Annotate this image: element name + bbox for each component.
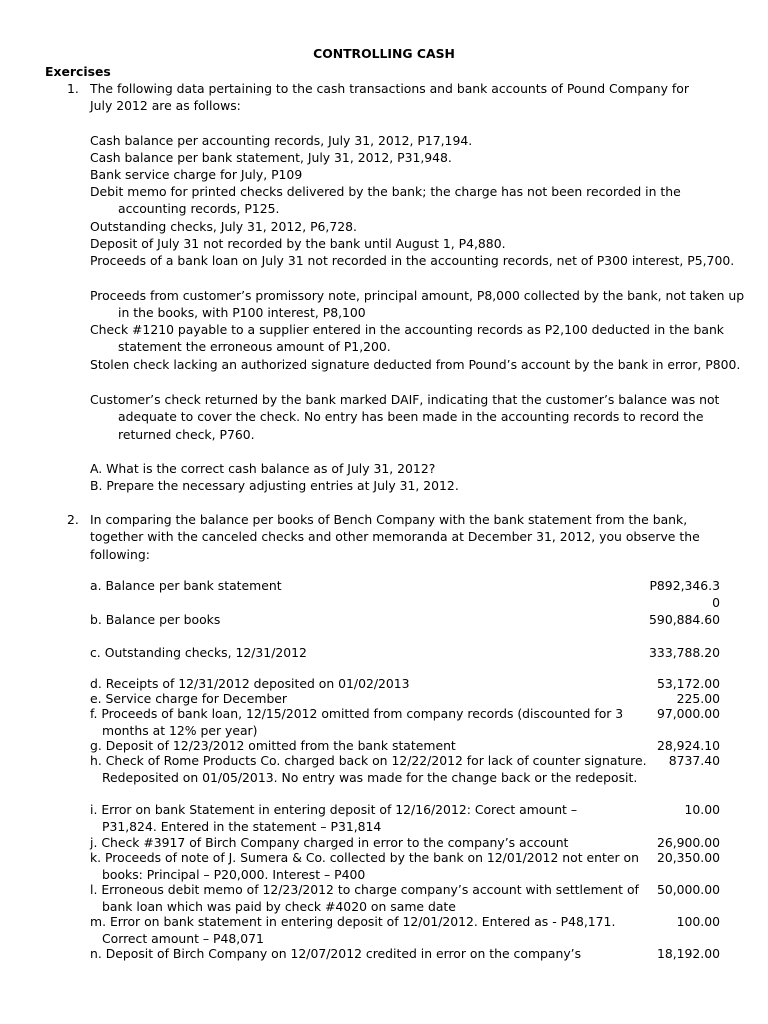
ex1-item: Proceeds from customer’s promissory note, principal amount, P8,000 collected by the bank, not taken up in the books, with P100 interest, P8,100 [90,288,745,321]
ex2-item-amount: 20,350.00 [656,850,720,865]
ex2-item-label: d. Receipts of 12/31/2012 deposited on 01/02/2013 [90,676,410,691]
ex2-item-label: m. Error on bank statement in entering deposit of 12/01/2012. Entered as - P48,171. Correct amount – P48,071 [90,914,616,947]
section-heading: Exercises [45,64,111,79]
ex2-item-amount: 225.00 [676,691,720,706]
ex2-item-label: h. Check of Rome Products Co. charged back on 12/22/2012 for lack of counter signature. Redeposited on 01/05/2013. No entry was made for the change back or the redeposit. [90,753,647,786]
ex2-item-amount: 8737.40 [668,753,720,768]
ex2-item-label: j. Check #3917 of Birch Company charged in error to the company’s account [90,835,569,850]
ex2-item-amount: 10.00 [684,802,720,817]
ex1-item: Deposit of July 31 not recorded by the bank until August 1, P4,880. [90,236,506,251]
ex1-item: Cash balance per bank statement, July 31, 2012, P31,948. [90,150,452,165]
exercise-2-number: 2. [67,512,79,527]
ex2-item-amount: 28,924.10 [656,738,720,753]
ex2-item-label: a. Balance per bank statement [90,578,282,593]
ex2-item-label: k. Proceeds of note of J. Sumera & Co. collected by the bank on 12/01/2012 not enter on books: Principal – P20,000. Interest – P400 [90,850,639,883]
ex2-item-amount: 18,192.00 [656,946,720,961]
exercise-2-intro: In comparing the balance per books of Bench Company with the bank statement from the bank, together with the canceled checks and other memoranda at December 31, 2012, you observe the following: [90,512,700,562]
ex2-item-label: f. Proceeds of bank loan, 12/15/2012 omitted from company records (discounted for 3 months at 12% per year) [90,706,624,739]
ex1-item: Proceeds of a bank loan on July 31 not recorded in the accounting records, net of P300 interest, P5,700. [90,253,735,268]
ex1-item: Outstanding checks, July 31, 2012, P6,728. [90,219,357,234]
ex2-item-label: l. Erroneous debit memo of 12/23/2012 to charge company’s account with settlement of bank loan which was paid by check #4020 on same date [90,882,639,915]
ex2-item-amount: 97,000.00 [656,706,720,721]
ex2-item-label: b. Balance per books [90,612,221,627]
ex2-item-label: i. Error on bank Statement in entering deposit of 12/16/2012: Corect amount – P31,824. Entered in the statement – P31,814 [90,802,578,835]
ex2-item-label: c. Outstanding checks, 12/31/2012 [90,645,307,660]
ex1-item: Bank service charge for July, P109 [90,167,303,182]
ex2-item-amount: P892,346.30 [649,578,720,610]
ex2-item-label: g. Deposit of 12/23/2012 omitted from the bank statement [90,738,456,753]
ex1-question-a: A. What is the correct cash balance as of July 31, 2012? [90,461,436,476]
ex1-item: Stolen check lacking an authorized signature deducted from Pound’s account by the bank in error, P800. [90,357,741,372]
ex1-question-b: B. Prepare the necessary adjusting entries at July 31, 2012. [90,478,459,493]
exercise-1-intro: The following data pertaining to the cash transactions and bank accounts of Pound Company for July 2012 are as follows: [90,81,689,114]
ex2-item-amount: 100.00 [676,914,720,929]
ex2-item-label: e. Service charge for December [90,691,288,706]
ex2-item-amount: 53,172.00 [656,676,720,691]
ex1-item: Check #1210 payable to a supplier entered in the accounting records as P2,100 deducted in the bank statement the erroneous amount of P1,200. [90,322,724,355]
ex1-item: Customer’s check returned by the bank marked DAIF, indicating that the customer’s balance was not adequate to cover the check. No entry has been made in the accounting records to record the returned check, P760. [90,392,720,442]
page-title: CONTROLLING CASH [313,46,455,61]
ex2-item-label: n. Deposit of Birch Company on 12/07/2012 credited in error on the company’s [90,946,582,961]
ex2-item-amount: 50,000.00 [656,882,720,897]
ex2-item-amount: 26,900.00 [656,835,720,850]
ex1-item: Cash balance per accounting records, July 31, 2012, P17,194. [90,133,473,148]
ex2-item-amount: 590,884.60 [649,612,720,627]
ex2-item-amount: 333,788.20 [649,645,720,660]
exercise-1-number: 1. [67,81,79,96]
ex1-item: Debit memo for printed checks delivered by the bank; the charge has not been recorded in the accounting records, P125. [90,184,681,217]
